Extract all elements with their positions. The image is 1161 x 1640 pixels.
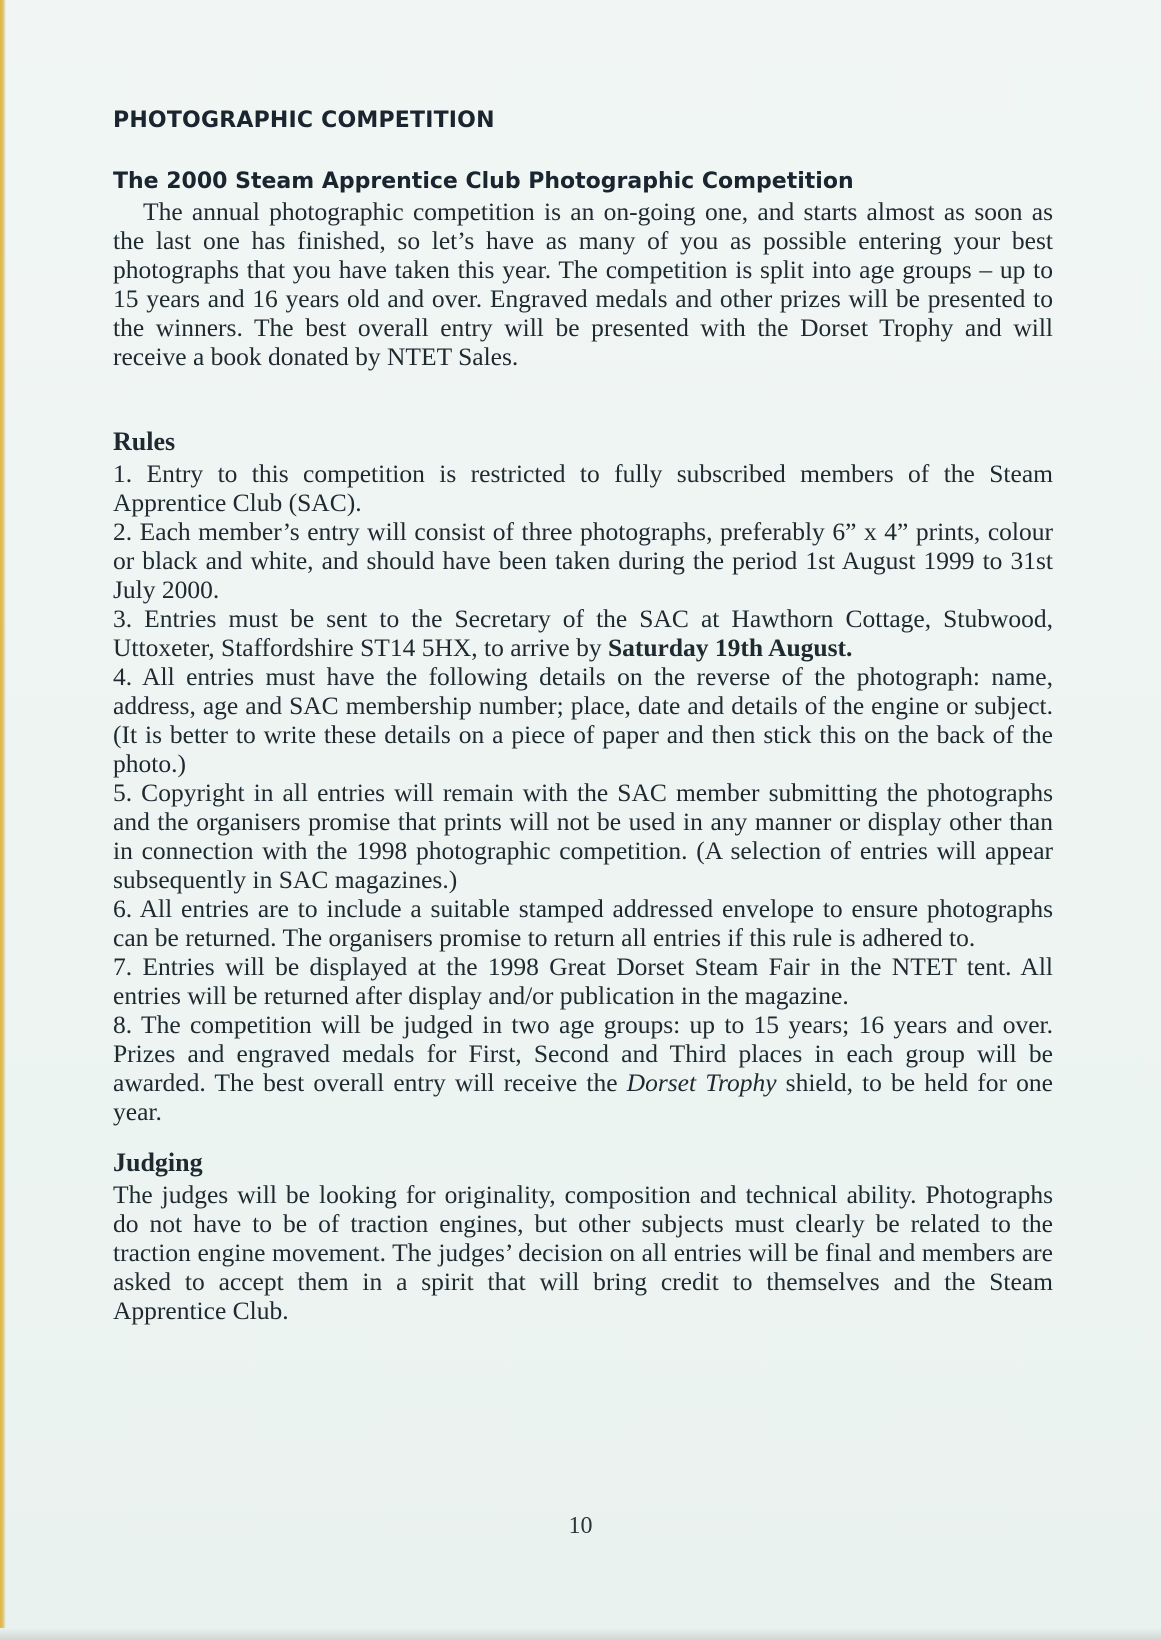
rules-heading: Rules xyxy=(113,427,176,456)
judging-paragraph: The judges will be looking for originality, composition and technical ability. Photographs do not have to be of traction engines, but other subjects must clearly be related to the traction engine movement. The judges’ decision on all entries will be final and members are asked to accept them in a spirit that will bring credit to themselves and the Steam Apprentice Club. xyxy=(113,1180,1053,1325)
page-number: 10 xyxy=(568,1513,593,1539)
rule-2: 2. Each member’s entry will consist of three photographs, preferably 6” x 4” prints, colour or black and white, and should have been taken during the period 1st August 1999 to 31st July 2000. xyxy=(113,517,1053,604)
judging-heading: Judging xyxy=(113,1148,203,1177)
rule-4: 4. All entries must have the following details on the reverse of the photograph: name, address, age and SAC membership number; place, date and details of the engine or subject. (It is better to write these details on a piece of paper and then stick this on the back of the photo.) xyxy=(113,662,1053,778)
competition-subheading: The 2000 Steam Apprentice Club Photographic Competition xyxy=(113,169,854,194)
rule-3-text: 3. Entries must be sent to the Secretary of the SAC at Hawthorn Cottage, Stubwood, Uttoxeter, Staffordshire ST14 5HX, to arrive by xyxy=(113,604,1053,662)
rule-7: 7. Entries will be displayed at the 1998 Great Dorset Steam Fair in the NTET tent. All entries will be returned after display and/or publication in the magazine. xyxy=(113,952,1053,1010)
intro-paragraph: The annual photographic competition is an on-going one, and starts almost as soon as the last one has finished, so let’s have as many of you as possible entering your best photographs that you have taken this year. The competition is split into age groups – up to 15 years and 16 years old and over. Engraved medals and other prizes will be presented to the winners. The best overall entry will be presented with the Dorset Trophy and will receive a book donated by NTET Sales. xyxy=(113,197,1053,371)
rule-6: 6. All entries are to include a suitable stamped addressed envelope to ensure photographs can be returned. The organisers promise to return all entries if this rule is adhered to. xyxy=(113,894,1053,952)
rule-3-deadline: Saturday 19th August. xyxy=(607,633,853,662)
rule-8-trophy-name: Dorset Trophy xyxy=(626,1068,777,1097)
page-edge-bottom xyxy=(0,1628,1161,1640)
rule-8-text: 8. The competition will be judged in two age groups: up to 15 years; 16 years and over. Prizes and engraved medals for First, Second and Third places in each group will be awarded. The best overall entry will receive the xyxy=(113,1010,1053,1097)
page-content xyxy=(113,108,1053,1325)
rule-1: 1. Entry to this competition is restricted to fully subscribed members of the Steam Apprentice Club (SAC). xyxy=(113,459,1053,517)
rule-8-end: shield, to be held for one year. xyxy=(113,1068,1053,1126)
rule-8 xyxy=(113,1010,1053,1126)
section-title: PHOTOGRAPHIC COMPETITION xyxy=(113,108,495,133)
page-edge-left xyxy=(0,0,6,1640)
rule-5: 5. Copyright in all entries will remain with the SAC member submitting the photographs and the organisers promise that prints will not be used in any manner or display other than in connection with the 1998 photographic competition. (A selection of entries will appear subsequently in SAC magazines.) xyxy=(113,778,1053,894)
rule-3 xyxy=(113,604,1053,662)
